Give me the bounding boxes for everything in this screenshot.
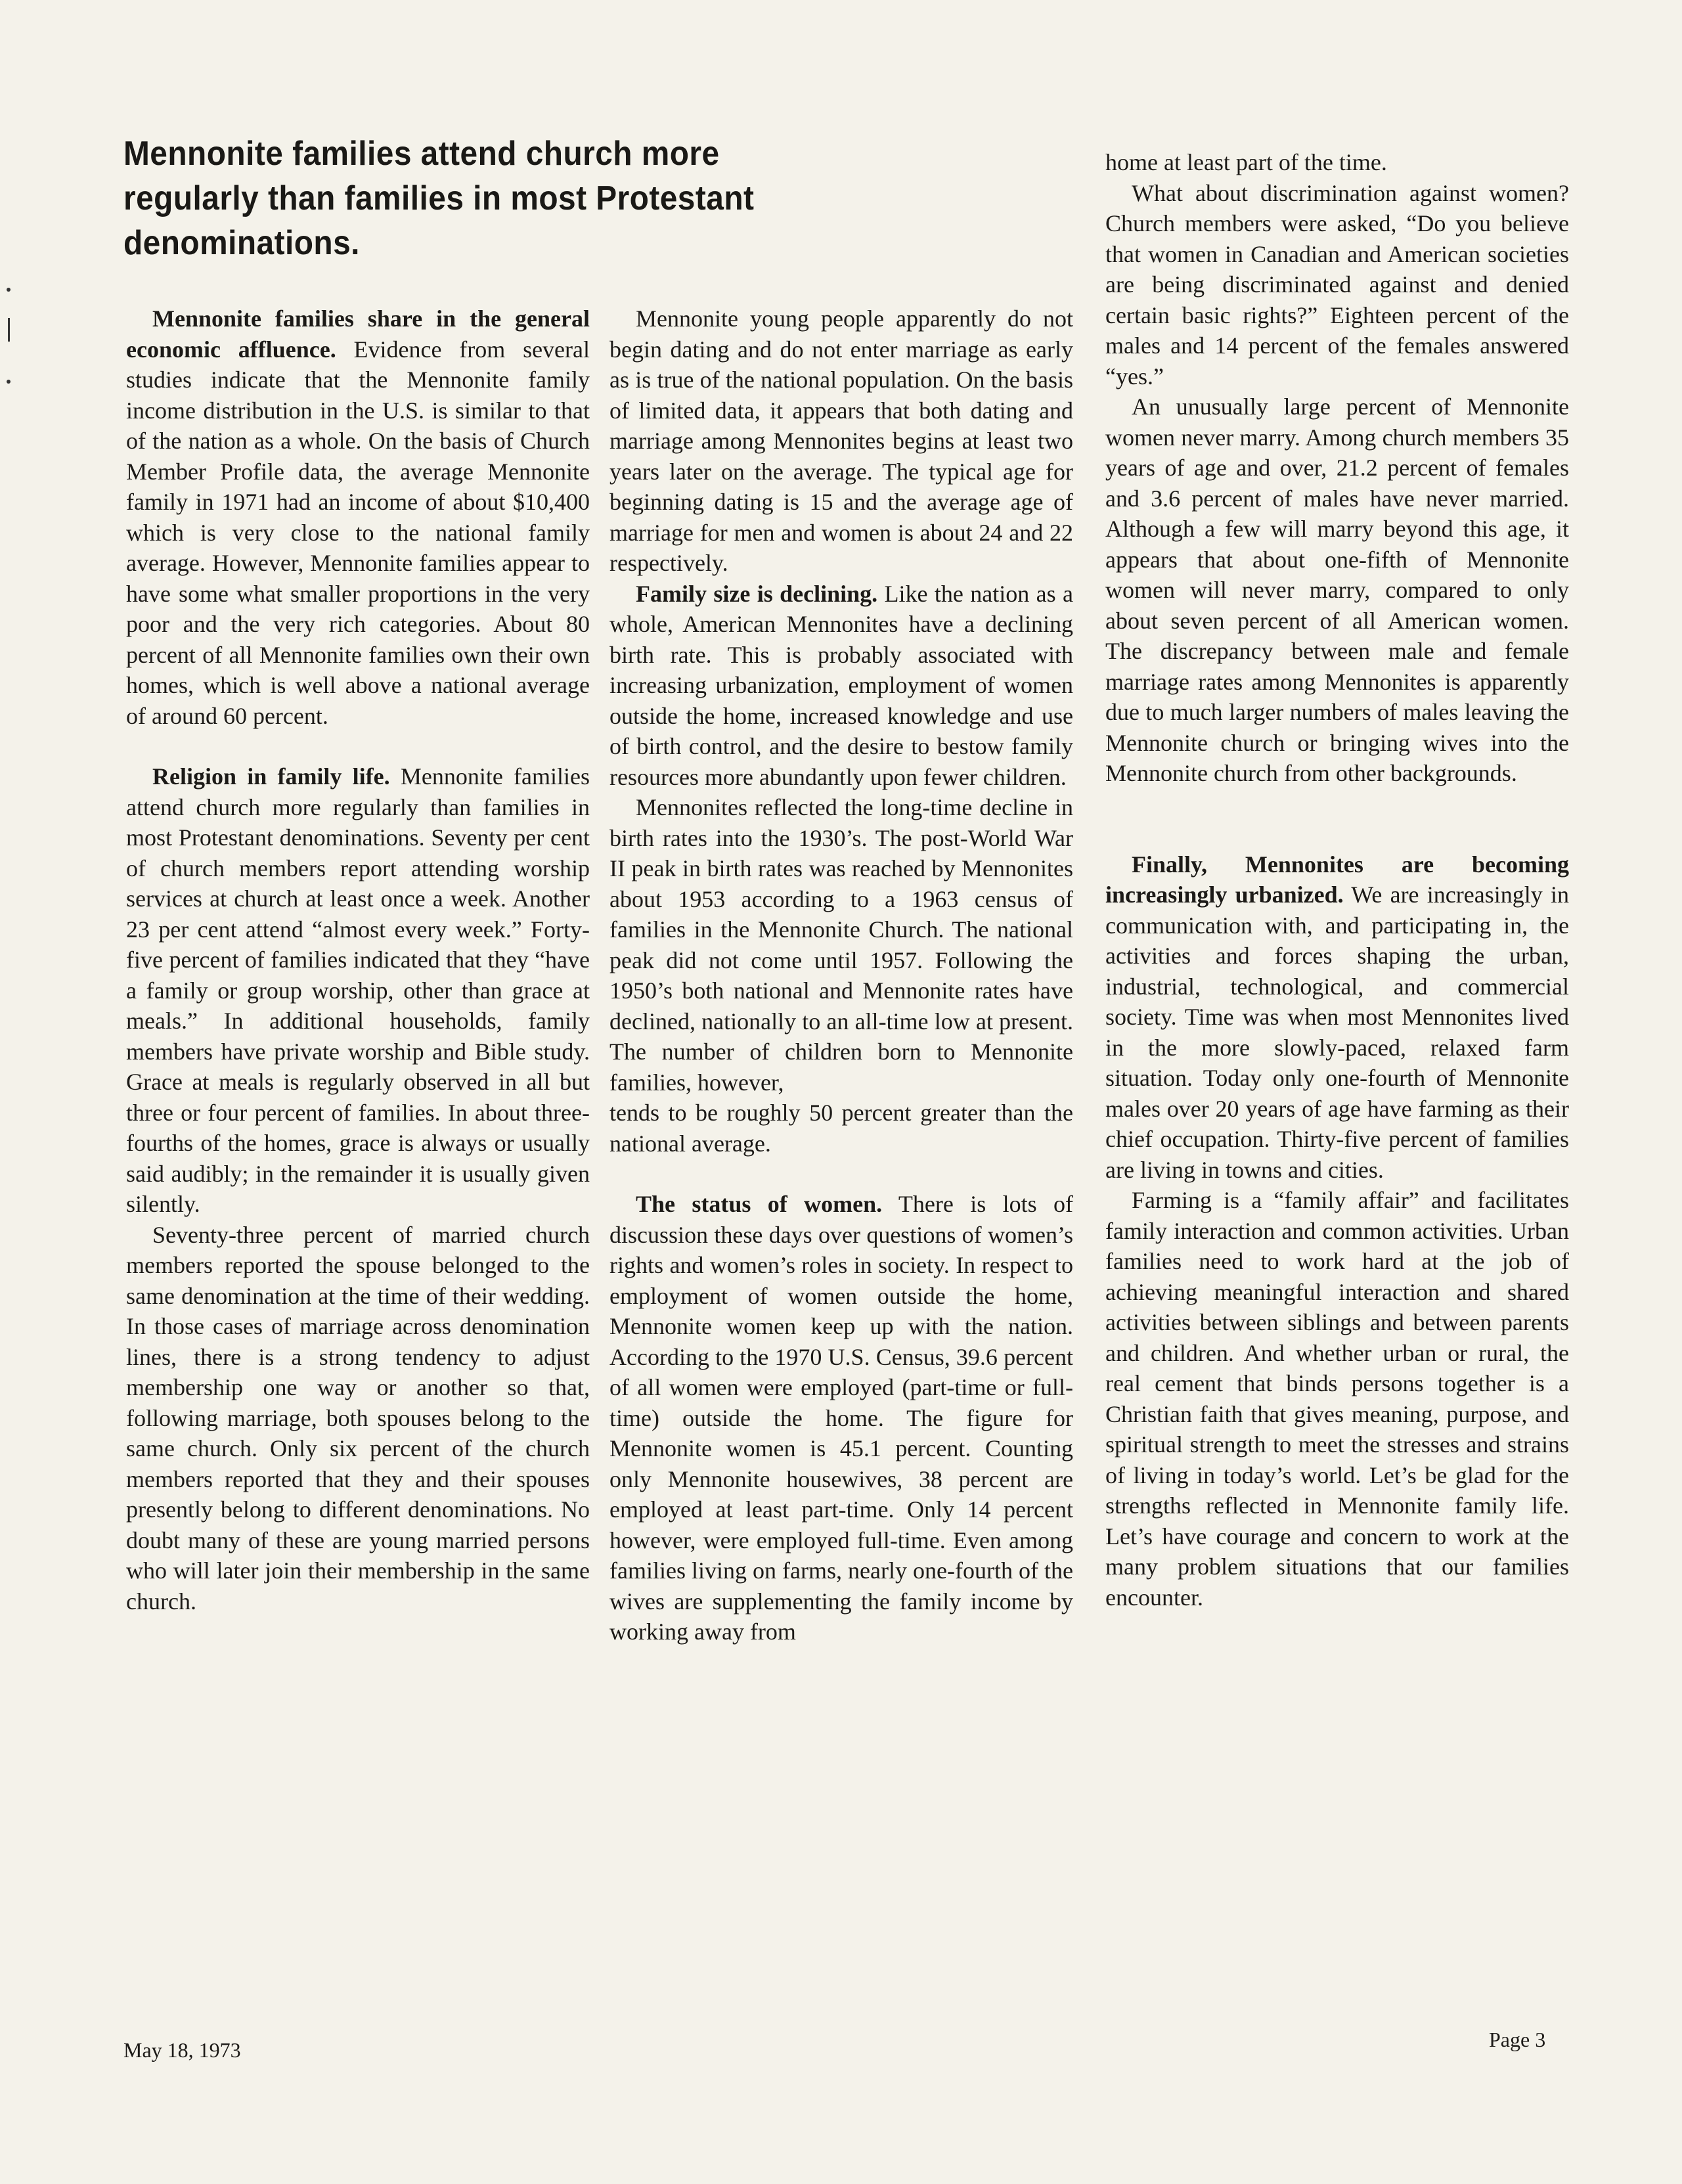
margin-mark: [7, 288, 11, 292]
paragraph-economics: Mennonite families share in the general economic affluence. Evidence from several studies indicate that the Mennonite family income distribution in the U.S. is similar to that of the nation as a whole. On the basis of Church Member Profile data, the average Mennonite family in 1971 had an income of about $10,400 which is very close to the national family average. However, Mennonite families appear to have some what smaller proportions in the very poor and the very rich categories. About 80 percent of all Mennonite families own their own homes, which is well above a national average of around 60 percent.: [126, 305, 590, 729]
paragraph-discrimination: What about discrimination against women? Church members were asked, “Do you believe that women in Canadian and American societies are being discriminated against and denied certain basic rights?” Eighteen percent of the males and 14 percent of the females answered “yes.”: [1105, 179, 1569, 390]
paragraph-religion: Religion in family life. Mennonite families attend church more regularly than families in most Protestant denominations. Seventy per cent of church members report attending worship services at church at least once a week. Another 23 per cent attend “almost every week.” Forty-five percent of families indicated that they “have a family or group worship, other than grace at meals.” In additional households, family members have private worship and Bible study. Grace at meals is regularly observed in all but three or four percent of families. In about three-fourths of the homes, grace is always or usually said audibly; in the remainder it is usually given silently.: [126, 763, 590, 1217]
issue-date: May 18, 1973: [123, 2038, 241, 2062]
page-number: Page 3: [1489, 2028, 1546, 2051]
column-1: [126, 303, 590, 1616]
column-2: [609, 303, 1073, 1647]
lead-economics: Mennonite families share in the general economic affluence.: [126, 305, 590, 363]
margin-mark: [8, 318, 10, 342]
paragraph-family-size: Family size is declining. Like the nation as a whole, American Mennonites have a declining birth rate. This is probably associated with increasing urbanization, employment of women outside the home, increased knowledge and use of birth control, and the desire to bestow family resources more abundantly upon fewer children.: [609, 580, 1073, 790]
article-headline: Mennonite families attend church more regularly than families in most Protestant denominations.: [123, 135, 755, 262]
lead-women: The status of women.: [636, 1191, 883, 1217]
paragraph-dating: Mennonite young people apparently do not begin dating and do not enter marriage as early as is true of the national population. On the basis of limited data, it appears that both dating and marriage among Mennonites begins at least two years later on the average. The typical age for beginning dating is 15 and the average age of marriage for men and women is about 24 and 22 respectively.: [609, 305, 1073, 576]
paragraph-urban: Finally, Mennonites are becoming increasingly urbanized. We are increasingly in communication with, and participating in, the activities and forces shaping the urban, industrial, technological, and commercial society. Time was when most Mennonites lived in the more slowly-paced, relaxed farm situation. Today only one-fourth of Mennonite males over 20 years of age have farming as their chief occupation. Thirty-five percent of families are living in towns and cities.: [1105, 851, 1570, 1183]
lead-urban: Finally, Mennonites are becoming increasingly urbanized.: [1105, 851, 1569, 908]
paragraph-birth-rates-cont: tends to be roughly 50 percent greater than the national average.: [609, 1100, 1073, 1157]
paragraph-farming: Farming is a “family affair” and facilitates family interaction and common activities. Urban families need to work hard at the job of achieving meaningful interaction and shared activities between siblings and between parents and children. And whether urban or rural, the real cement that binds persons together is a Christian faith that gives meaning, purpose, and spiritual strength to meet the stresses and strains of living in today’s world. Let’s be glad for the strengths reflected in Mennonite family life. Let’s have courage and concern to work at the many problem situations that our families encounter.: [1105, 1187, 1569, 1611]
column-3: [1105, 147, 1569, 1613]
paragraph-women: The status of women. There is lots of discussion these days over questions of women’s rights and women’s roles in society. In respect to employment of women outside the home, Mennonite women keep up with the nation. According to the 1970 U.S. Census, 39.6 percent of all women were employed (part-time or full-time) outside the home. The figure for Mennonite women is 45.1 percent. Counting only Mennonite housewives, 38 percent are employed at least part-time. Only 14 percent however, were employed full-time. Even among families living on farms, nearly one-fourth of the wives are supplementing the family income by working away from: [609, 1191, 1073, 1645]
paragraph-marriage: Seventy-three percent of married church members reported the spouse belonged to the same denomination at the time of their wedding. In those cases of marriage across denomination lines, there is a strong tendency to adjust membership one way or another so that, following marriage, both spouses belong to the same church. Only six percent of the church members reported that they and their spouses presently belong to different denominations. No doubt many of these are young married persons who will later join their membership in the same church.: [126, 1221, 590, 1615]
lead-family-size: Family size is declining.: [636, 580, 878, 607]
paragraph-birth-rates: Mennonites reflected the long-time decline in birth rates into the 1930’s. The post-World War II peak in birth rates was reached by Mennonites about 1953 according to a 1963 census of families in the Mennonite Church. The national peak did not come until 1957. Following the 1950’s both national and Mennonite rates have declined, nationally to an all-time low at present. The number of children born to Mennonite families, however,: [609, 794, 1073, 1096]
margin-mark: [7, 380, 11, 384]
lead-religion: Religion in family life.: [152, 763, 390, 790]
paragraph-never-marry: An unusually large percent of Mennonite women never marry. Among church members 35 years of age and over, 21.2 percent of females and 3.6 percent of males have never married. Although a few will marry beyond this age, it appears that about one-fifth of Mennonite women will never marry, compared to only about seven percent of all American women. The discrepancy between male and female marriage rates among Mennonites is apparently due to much larger numbers of males leaving the Mennonite church or bringing wives into the Mennonite church from other backgrounds.: [1105, 393, 1569, 786]
paragraph-women-continued: home at least part of the time.: [1105, 149, 1387, 175]
